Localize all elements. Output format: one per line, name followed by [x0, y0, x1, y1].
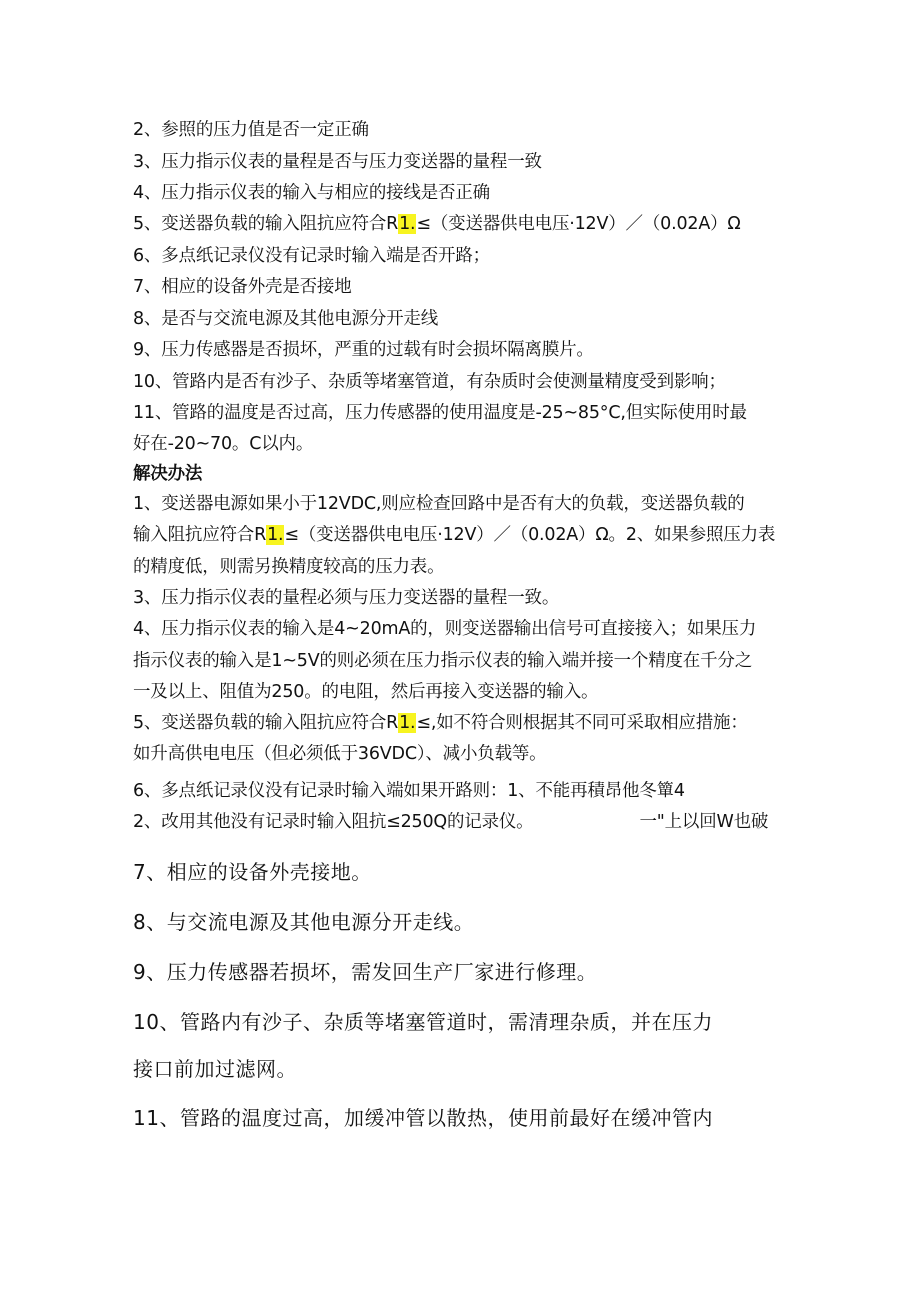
highlighted-text: 1. [267, 525, 284, 545]
text-line-solution-4-end: 一及以上、阻值为250。的电阻，然后再接入变送器的输入。 [133, 682, 599, 702]
text-line-check-2: 2、参照的压力值是否一定正确 [133, 120, 369, 140]
text-line-solution-1: 1、变送器电源如果小于12VDC,则应检查回路中是否有大的负载，变送器负载的 [133, 494, 745, 514]
highlighted-text: 1. [399, 214, 416, 234]
text-line-check-9: 9、压力传感器是否损坏，严重的过载有时会损坏隔离膜片。 [133, 340, 594, 360]
text-line-solution-2-cont: 的精度低，则需另换精度较高的压力表。 [133, 557, 445, 577]
text-segment: 一"上以回W也破 [639, 812, 769, 832]
text-segment: 输入阻抗应符合R [133, 525, 267, 545]
text-line-check-8: 8、是否与交流电源及其他电源分开走线 [133, 309, 439, 329]
text-line-solution-10: 10、管路内有沙子、杂质等堵塞管道时，需清理杂质，并在压力 [133, 1010, 713, 1034]
text-line-solution-9: 9、压力传感器若损坏，需发回生产厂家进行修理。 [133, 960, 598, 984]
text-line-solution-4: 4、压力指示仪表的输入是4~20mA的，则变送器输出信号可直接接入；如果压力 [133, 619, 757, 639]
text-segment: ≤（变送器供电电压·12V）／（0.02A）Ω。2、如果参照压力表 [284, 525, 776, 545]
text-line-solution-10-cont: 接口前加过滤网。 [133, 1057, 297, 1081]
text-line-check-5 [133, 212, 741, 236]
text-line-solution-6-cont [133, 810, 768, 834]
text-line-solution-1-cont [133, 523, 775, 547]
section-heading-solutions: 解决办法 [133, 464, 203, 484]
text-line-check-11: 11、管路的温度是否过高，压力传感器的使用温度是-25~85°C,但实际使用时最 [133, 403, 747, 423]
text-segment: ≤,如不符合则根据其不同可采取相应措施： [416, 713, 748, 733]
text-line-solution-5 [133, 711, 748, 735]
text-segment: 2、改用其他没有记录时输入阻抗≤250Q的记录仪。 [133, 812, 534, 832]
text-line-solution-11: 11、管路的温度过高，加缓冲管以散热，使用前最好在缓冲管内 [133, 1106, 713, 1130]
highlighted-text: 1. [399, 713, 416, 733]
text-segment: 5、变送器负载的输入阻抗应符合R [133, 713, 399, 733]
text-line-check-7: 7、相应的设备外壳是否接地 [133, 277, 352, 297]
text-line-check-11-cont: 好在-20~70。C以内。 [133, 434, 314, 454]
text-line-check-6: 6、多点纸记录仪没有记录时输入端是否开路； [133, 246, 490, 266]
text-segment: ≤（变送器供电电压·12V）／（0.02A）Ω [416, 214, 741, 234]
text-line-solution-8: 8、与交流电源及其他电源分开走线。 [133, 910, 475, 934]
text-line-solution-7: 7、相应的设备外壳接地。 [133, 860, 372, 884]
text-line-solution-3: 3、压力指示仪表的量程必须与压力变送器的量程一致。 [133, 588, 560, 608]
text-line-check-4: 4、压力指示仪表的输入与相应的接线是否正确 [133, 183, 490, 203]
text-segment: 5、变送器负载的输入阻抗应符合R [133, 214, 399, 234]
text-line-check-3: 3、压力指示仪表的量程是否与压力变送器的量程一致 [133, 152, 542, 172]
text-line-solution-4-cont: 指示仪表的输入是1~5V的则必须在压力指示仪表的输入端并接一个精度在千分之 [133, 651, 753, 671]
text-line-solution-5-cont: 如升高供电电压（但必须低于36VDC）、减小负载等。 [133, 744, 547, 764]
text-line-solution-6: 6、多点纸记录仪没有记录时输入端如果开路则：1、不能再積昂他冬簞4 [133, 781, 685, 801]
text-line-check-10: 10、管路内是否有沙子、杂质等堵塞管道，有杂质时会使测量精度受到影响； [133, 372, 726, 392]
